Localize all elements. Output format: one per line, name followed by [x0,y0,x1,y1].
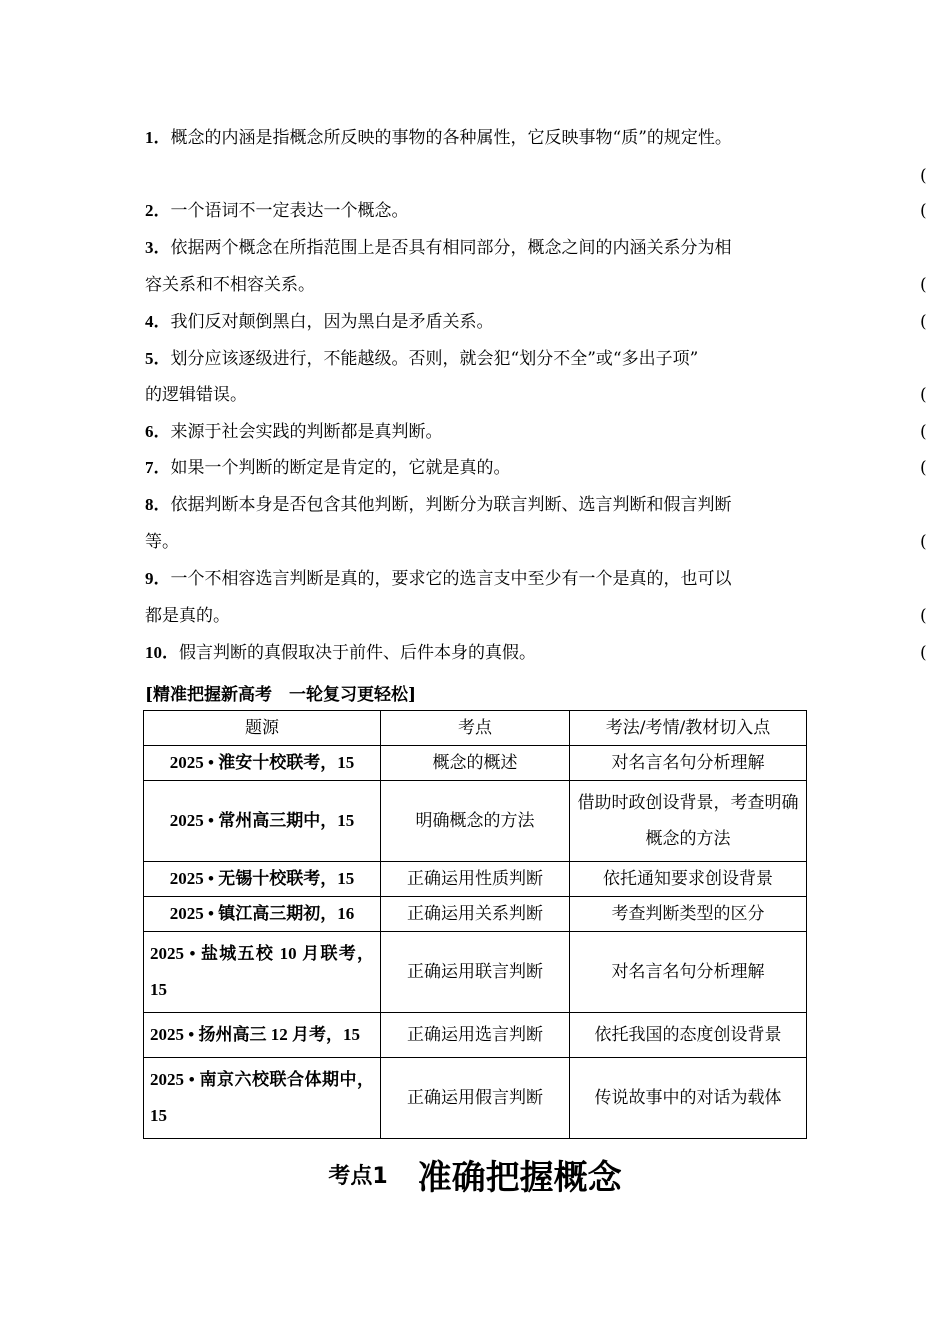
exam-source-table [143,710,807,1139]
topic-title [0,1150,950,1199]
topic-main-title: 准确把握概念 [417,1158,622,1198]
answer-paren: ( [920,312,927,332]
item-text: 我们反对颠倒黑白，因为黑白是矛盾关系。 [170,312,494,332]
answer-paren: ( [920,275,927,295]
item-text: 依据判断本身是否包含其他判断，判断分为联言判断、选言判断和假言判断 [170,495,732,515]
topic-cell: 正确运用联言判断 [381,932,570,1013]
table-row [144,862,807,897]
source-cell: 2025 • 镇江高三期初，16 [144,897,381,932]
table-row [144,1013,807,1058]
item-text: 如果一个判断的断定是肯定的，它就是真的。 [170,458,511,478]
answer-paren: ( [920,532,927,552]
answer-paren: ( [920,166,927,186]
method-cell: 依托通知要求创设背景 [570,862,807,897]
item-text-continued: 容关系和不相容关系。 [145,275,315,295]
method-cell: 借助时政创设背景，考查明确概念的方法 [570,781,807,862]
item-text: 一个语词不一定表达一个概念。 [170,201,409,221]
topic-cell: 正确运用选言判断 [381,1013,570,1058]
source-cell: 2025 • 无锡十校联考，15 [144,862,381,897]
item-number: 7． [145,458,171,477]
answer-paren: ( [920,606,927,626]
table-row [144,1058,807,1139]
item-number: 5． [145,349,171,368]
source-cell: 2025 • 淮安十校联考，15 [144,746,381,781]
source-cell: 2025 • 扬州高三 12 月考，15 [144,1013,381,1058]
method-cell: 对名言名句分析理解 [570,932,807,1013]
column-header: 题源 [144,711,381,746]
item-number: 9． [145,569,171,588]
topic-cell: 正确运用假言判断 [381,1058,570,1139]
table-row [144,781,807,862]
column-header: 考点 [381,711,570,746]
item-text: 来源于社会实践的判断都是真判断。 [170,422,443,442]
item-number: 3． [145,238,171,257]
item-text-continued: 的逻辑错误。 [145,385,247,405]
item-text: 假言判断的真假取决于前件、后件本身的真假。 [179,643,536,663]
answer-paren: ( [920,385,927,405]
table-row [144,746,807,781]
topic-cell: 正确运用性质判断 [381,862,570,897]
answer-paren: ( [920,458,927,478]
method-cell: 考查判断类型的区分 [570,897,807,932]
method-cell: 依托我国的态度创设背景 [570,1013,807,1058]
item-text: 划分应该逐级进行，不能越级。否则，就会犯“划分不全”或“多出子项” [170,349,699,369]
table-row [144,932,807,1013]
section-heading: [精准把握新高考 一轮复习更轻松] [145,685,417,705]
item-number: 10． [145,643,179,662]
item-text: 依据两个概念在所指范围上是否具有相同部分，概念之间的内涵关系分为相 [170,238,732,258]
table-header-row [144,711,807,746]
item-number: 8． [145,495,171,514]
source-cell: 2025 • 盐城五校 10 月联考，15 [144,932,381,1013]
method-cell: 传说故事中的对话为载体 [570,1058,807,1139]
topic-label: 考点1 [328,1164,388,1189]
answer-paren: ( [920,201,927,221]
topic-cell: 概念的概述 [381,746,570,781]
answer-paren: ( [920,422,927,442]
source-cell: 2025 • 南京六校联合体期中，15 [144,1058,381,1139]
column-header: 考法/考情/教材切入点 [570,711,807,746]
answer-paren: ( [920,643,927,663]
topic-cell: 正确运用关系判断 [381,897,570,932]
method-cell: 对名言名句分析理解 [570,746,807,781]
item-number: 6． [145,422,171,441]
item-text-continued: 等。 [145,532,179,552]
item-text: 概念的内涵是指概念所反映的事物的各种属性，它反映事物“质”的规定性。 [170,128,732,148]
topic-cell: 明确概念的方法 [381,781,570,862]
source-cell: 2025 • 常州高三期中，15 [144,781,381,862]
item-text-continued: 都是真的。 [145,606,230,626]
item-text: 一个不相容选言判断是真的，要求它的选言支中至少有一个是真的，也可以 [170,569,732,589]
item-number: 4． [145,312,171,331]
item-number: 1． [145,128,171,147]
table-row [144,897,807,932]
item-number: 2． [145,201,171,220]
